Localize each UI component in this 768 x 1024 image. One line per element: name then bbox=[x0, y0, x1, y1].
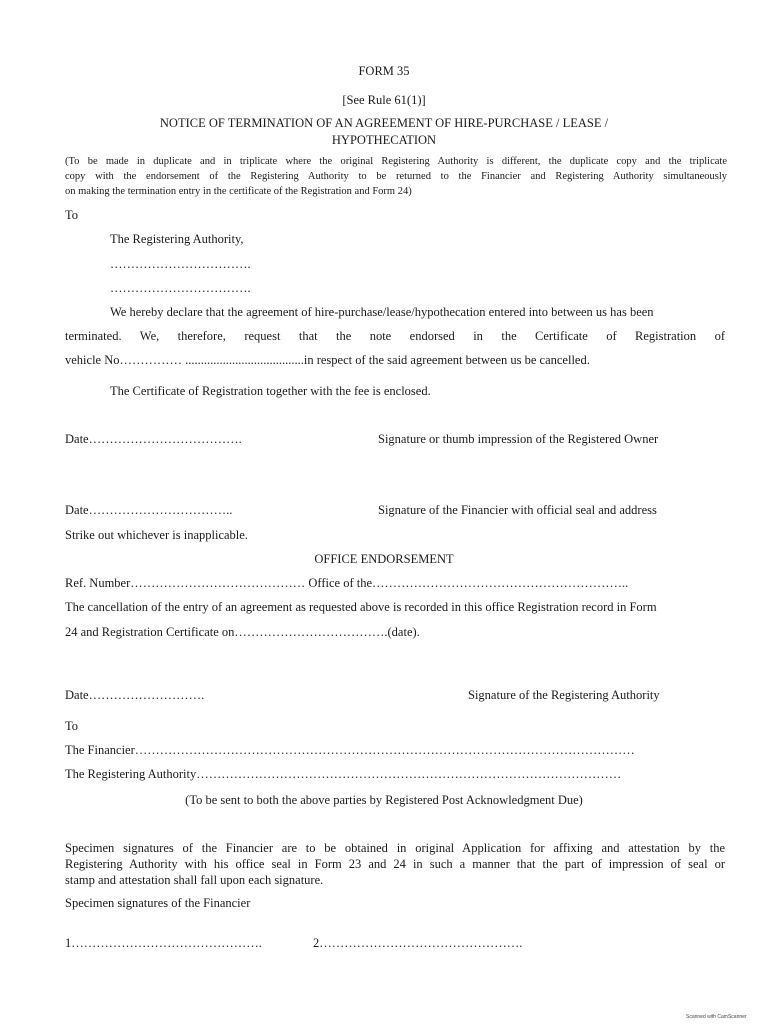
owner-signature-label: Signature or thumb impression of the Registered Owner bbox=[378, 432, 659, 446]
instruction-line: copy with the endorsement of the Registering Authority to be returned to the Financier and Registering Authority simultaneously bbox=[65, 171, 727, 182]
date-field-financier[interactable]: Date…………………………….. bbox=[65, 503, 233, 517]
rule-reference: [See Rule 61(1)] bbox=[342, 93, 426, 107]
addressee-authority: The Registering Authority, bbox=[110, 232, 244, 246]
authority-signature-label: Signature of the Registering Authority bbox=[468, 688, 660, 702]
scanner-watermark: Scanned with CamScanner bbox=[686, 1014, 747, 1020]
specimen-line: Specimen signatures of the Financier are to be obtained in original Application for affixing and attestation by the bbox=[65, 841, 725, 855]
address-line-1[interactable]: ……………………………. bbox=[110, 257, 251, 271]
endorsement-line-1: The cancellation of the entry of an agreement as requested above is recorded in this office Registration record in Form bbox=[65, 600, 657, 614]
financier-signature-label: Signature of the Financier with official seal and address bbox=[378, 503, 657, 517]
to-label: To bbox=[65, 208, 79, 222]
ref-number-office-field[interactable]: Ref. Number…………………………………… Office of the…………………………………………………….. bbox=[65, 576, 629, 590]
instruction-line: on making the termination entry in the certificate of the Registration and Form 24) bbox=[65, 186, 412, 197]
enclosure-note: The Certificate of Registration together with the fee is enclosed. bbox=[110, 384, 431, 398]
declaration-line-2-wrap bbox=[65, 328, 725, 344]
specimen-line: stamp and attestation shall fall upon each signature. bbox=[65, 873, 324, 887]
date-field-authority[interactable]: Date………………………. bbox=[65, 688, 205, 702]
recipients-to-label: To bbox=[65, 719, 79, 733]
specimen-heading: Specimen signatures of the Financier bbox=[65, 896, 251, 910]
form-title-line2: HYPOTHECATION bbox=[331, 133, 437, 147]
instruction-line: (To be made in duplicate and in triplicate where the original Registering Authority is different, the duplicate copy and the triplicate bbox=[65, 156, 727, 167]
declaration-line-2: terminated. We, therefore, request that the note endorsed in the Certificate of Registration of bbox=[65, 329, 725, 343]
specimen-line: Registering Authority with his office seal in Form 23 and 24 in such a manner that the part of impression of seal or bbox=[65, 857, 725, 871]
office-endorsement-heading: OFFICE ENDORSEMENT bbox=[314, 552, 454, 566]
form-title-line1: NOTICE OF TERMINATION OF AN AGREEMENT OF HIRE-PURCHASE / LEASE / bbox=[159, 116, 609, 130]
registering-authority-field[interactable]: The Registering Authority………………………………………………………………………………………… bbox=[65, 767, 622, 781]
form-instruction bbox=[65, 154, 727, 199]
specimen-paragraph bbox=[65, 840, 725, 888]
address-line-2[interactable]: ……………………………. bbox=[110, 281, 251, 295]
specimen-signature-1[interactable]: 1………………………………………. bbox=[65, 936, 262, 950]
registered-post-note: (To be sent to both the above parties by Registered Post Acknowledgment Due) bbox=[185, 793, 583, 807]
specimen-signature-2[interactable]: 2…………………………………………. bbox=[313, 936, 523, 950]
declaration-line-3[interactable]: vehicle No…………… ......................................in respect of the said agreement between us be cancelled. bbox=[65, 353, 590, 367]
form-number: FORM 35 bbox=[358, 64, 410, 78]
date-field-owner[interactable]: Date………………………………. bbox=[65, 432, 242, 446]
financier-field[interactable]: The Financier………………………………………………………………………………………………………… bbox=[65, 743, 635, 757]
declaration-line-1: We hereby declare that the agreement of hire-purchase/lease/hypothecation entered into between us has been bbox=[110, 305, 654, 319]
strike-out-note: Strike out whichever is inapplicable. bbox=[65, 528, 248, 542]
endorsement-line-2[interactable]: 24 and Registration Certificate on……………………………….(date). bbox=[65, 625, 420, 639]
